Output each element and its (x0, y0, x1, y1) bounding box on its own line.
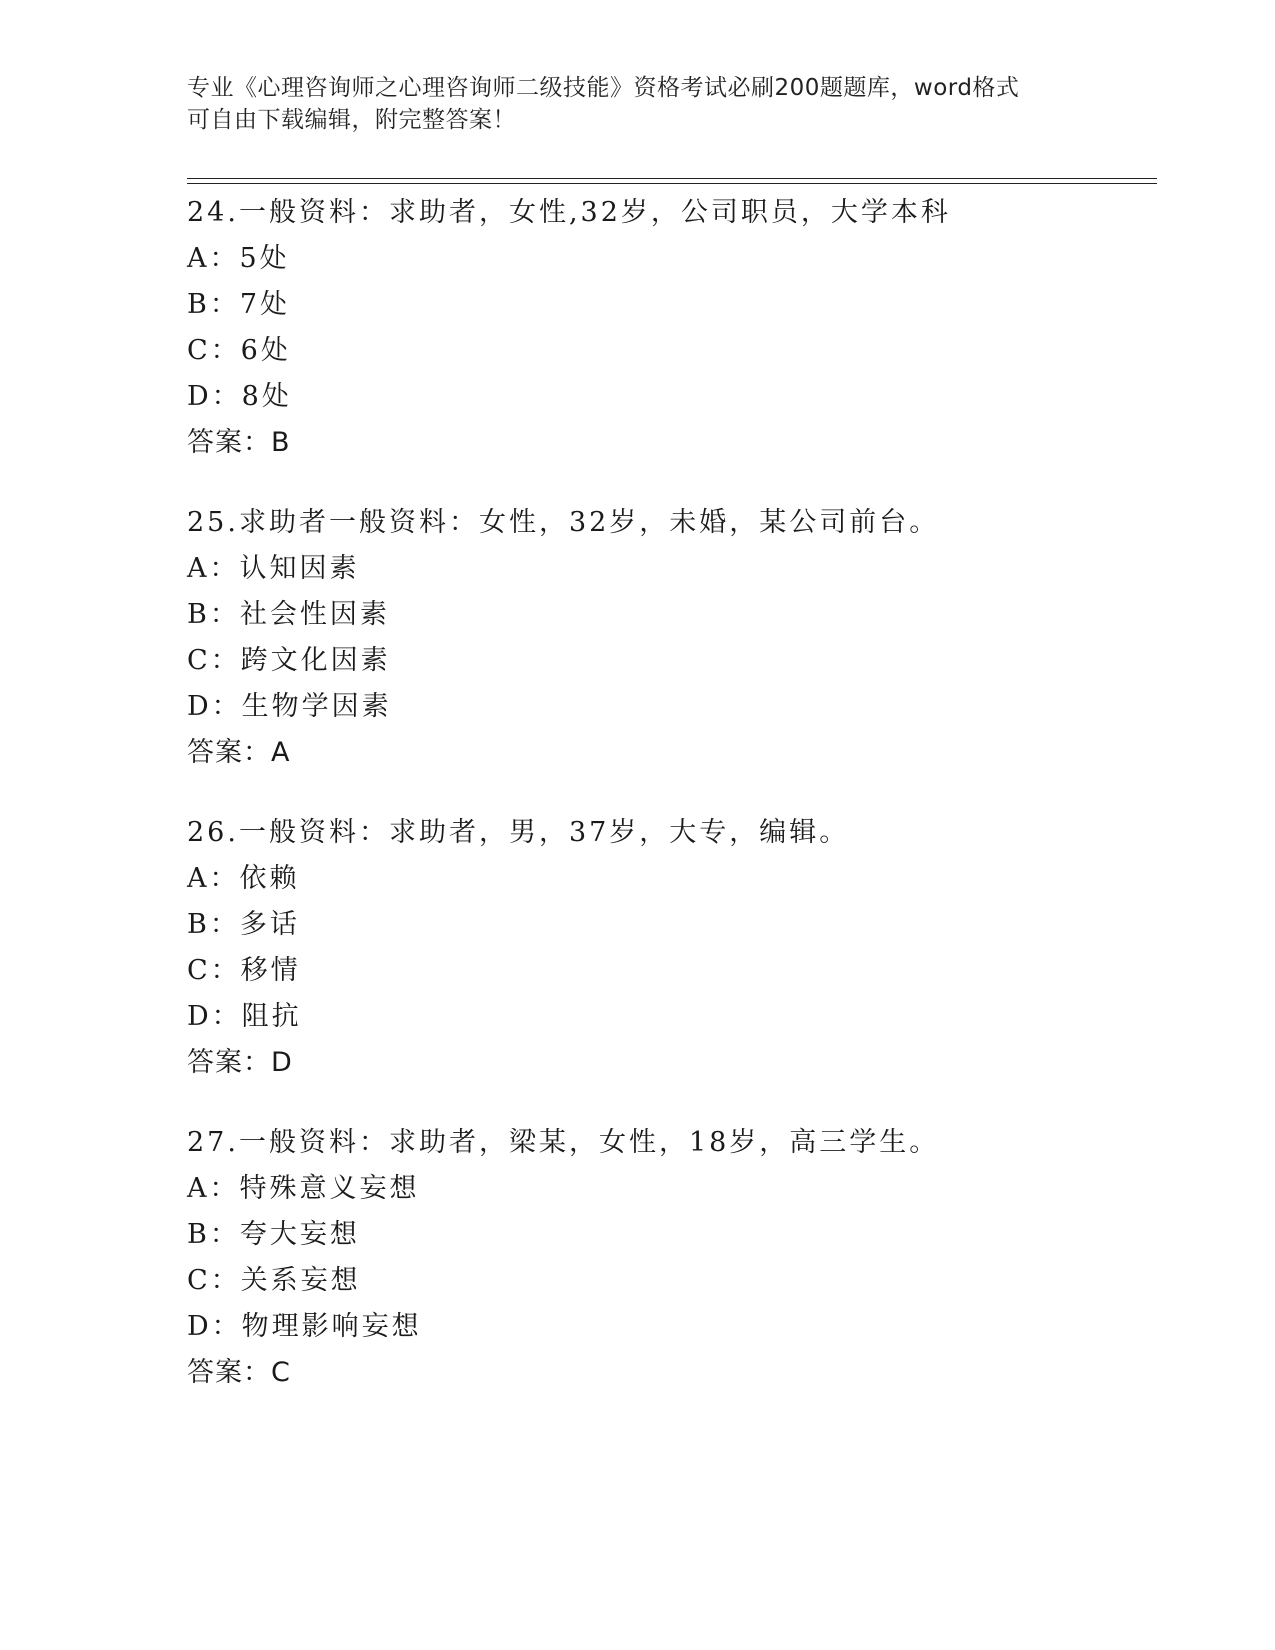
question-25 (187, 500, 1157, 776)
header-divider-bottom (187, 183, 1157, 184)
answer-line: 答案：A (187, 737, 291, 768)
header-line-2: 可自由下载编辑，附完整答案！ (187, 107, 516, 133)
option-a: A：特殊意义妄想 (187, 1173, 420, 1204)
question-stem: 25.求助者一般资料：女性，32岁，未婚，某公司前台。 (187, 507, 940, 538)
answer-line: 答案：D (187, 1047, 293, 1078)
question-stem: 27.一般资料：求助者，梁某，女性，18岁，高三学生。 (187, 1127, 940, 1158)
answer-line: 答案：B (187, 427, 291, 458)
option-b: B：多话 (187, 909, 300, 940)
option-c: C：关系妄想 (187, 1265, 361, 1296)
document-header (187, 72, 1087, 136)
option-d: D：生物学因素 (187, 691, 392, 722)
option-a: A：认知因素 (187, 553, 360, 584)
answer-line: 答案：C (187, 1357, 291, 1388)
question-stem: 26.一般资料：求助者，男，37岁，大专，编辑。 (187, 817, 850, 848)
option-d: D：物理影响妄想 (187, 1311, 422, 1342)
question-26 (187, 810, 1157, 1086)
question-27 (187, 1120, 1157, 1396)
option-b: B：社会性因素 (187, 599, 390, 630)
option-d: D：阻抗 (187, 1001, 302, 1032)
question-list (187, 190, 1157, 1430)
option-d: D：8处 (187, 381, 292, 412)
header-line-1: 专业《心理咨询师之心理咨询师二级技能》资格考试必刷200题题库，word格式 (187, 75, 1020, 101)
option-b: B：7处 (187, 289, 291, 320)
option-c: C：跨文化因素 (187, 645, 391, 676)
option-a: A：5处 (187, 243, 290, 274)
header-divider-top (187, 178, 1157, 179)
question-stem: 24.一般资料：求助者，女性,32岁，公司职员，大学本科 (187, 197, 951, 228)
option-b: B：夸大妄想 (187, 1219, 360, 1250)
option-c: C：6处 (187, 335, 291, 366)
question-24 (187, 190, 1157, 466)
option-a: A：依赖 (187, 863, 300, 894)
option-c: C：移情 (187, 955, 301, 986)
